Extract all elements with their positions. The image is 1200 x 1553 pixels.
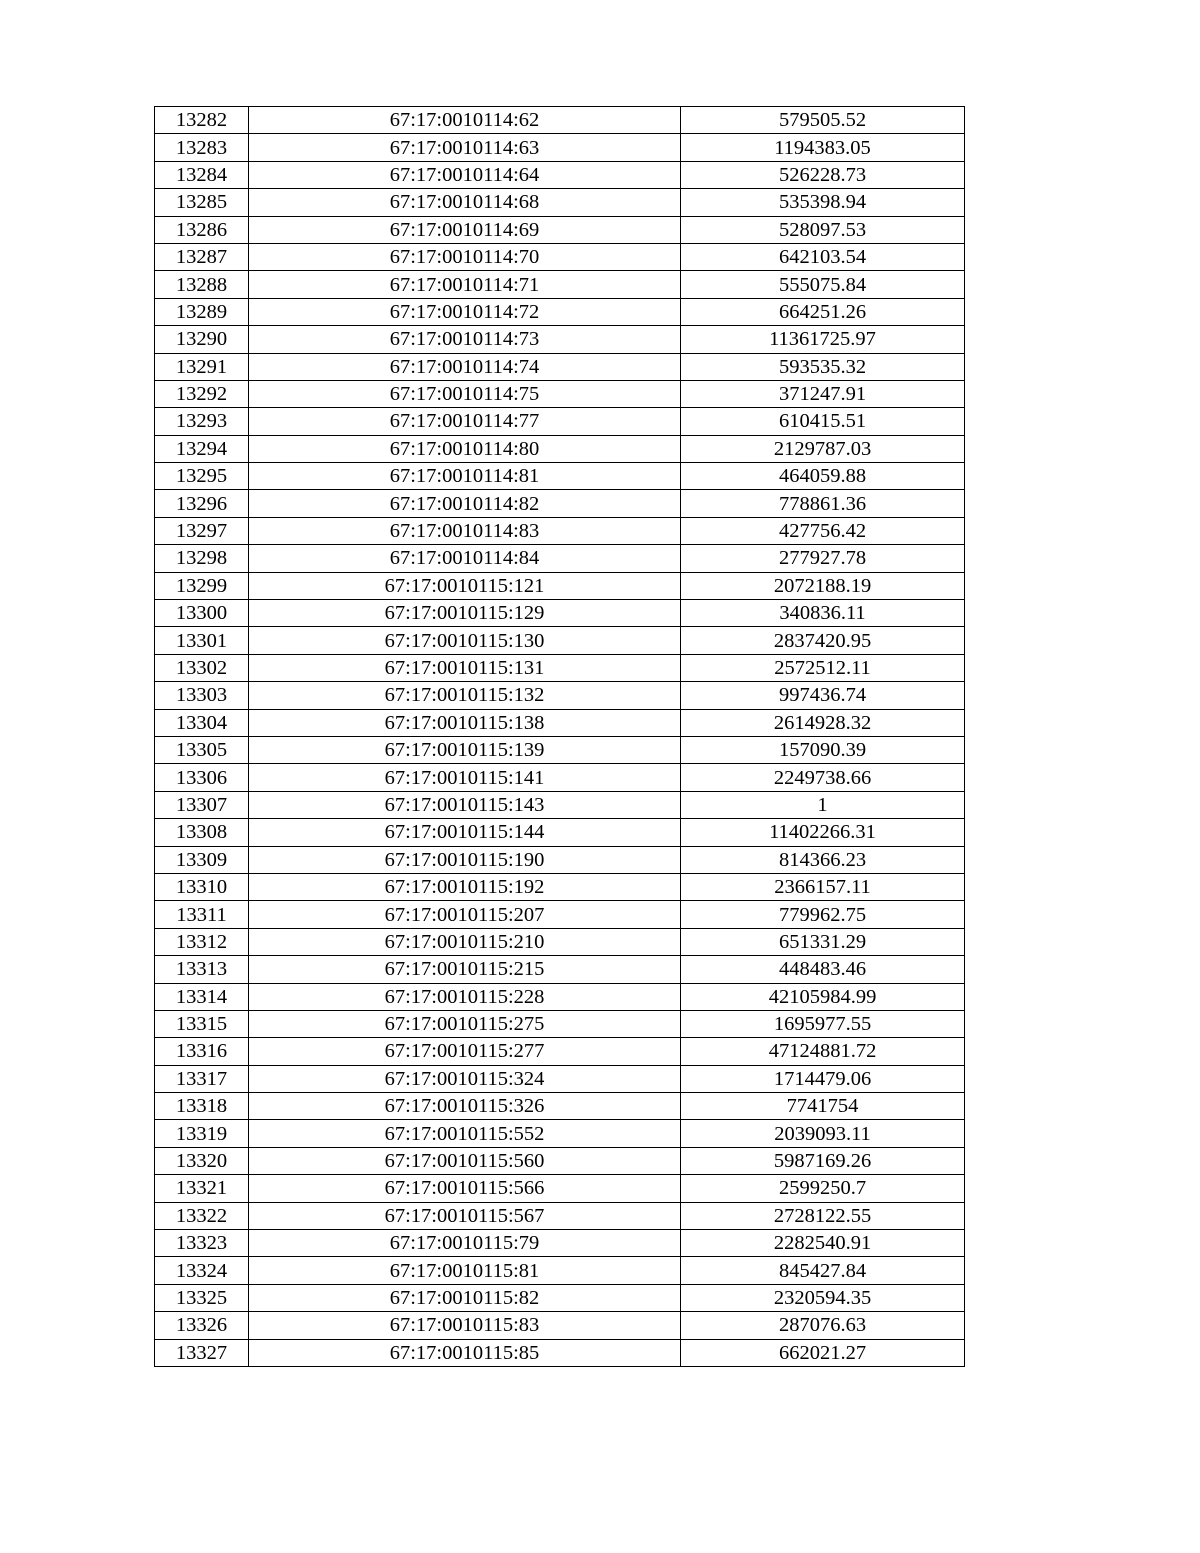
table-row [155,572,965,599]
row-number-cell: 13322 [155,1202,249,1229]
cadastral-number-cell: 67:17:0010115:566 [249,1175,681,1202]
table-row [155,408,965,435]
table-row [155,1038,965,1065]
row-number-cell: 13290 [155,326,249,353]
cadastral-number-cell: 67:17:0010115:130 [249,627,681,654]
cadastral-number-cell: 67:17:0010115:275 [249,1010,681,1037]
row-number-cell: 13307 [155,791,249,818]
table-row [155,1147,965,1174]
table-row [155,1202,965,1229]
row-number-cell: 13292 [155,380,249,407]
cadastral-number-cell: 67:17:0010115:81 [249,1257,681,1284]
row-number-cell: 13286 [155,216,249,243]
cadastral-number-cell: 67:17:0010115:228 [249,983,681,1010]
value-cell: 1695977.55 [681,1010,965,1037]
value-cell: 651331.29 [681,928,965,955]
row-number-cell: 13285 [155,189,249,216]
table-row [155,846,965,873]
value-cell: 11361725.97 [681,326,965,353]
row-number-cell: 13325 [155,1284,249,1311]
value-cell: 371247.91 [681,380,965,407]
table-row [155,736,965,763]
row-number-cell: 13309 [155,846,249,873]
value-cell: 2072188.19 [681,572,965,599]
row-number-cell: 13327 [155,1339,249,1366]
value-cell: 287076.63 [681,1312,965,1339]
cadastral-number-cell: 67:17:0010115:144 [249,819,681,846]
cadastral-number-cell: 67:17:0010115:210 [249,928,681,955]
row-number-cell: 13287 [155,243,249,270]
value-cell: 997436.74 [681,682,965,709]
value-cell: 535398.94 [681,189,965,216]
row-number-cell: 13297 [155,517,249,544]
value-cell: 610415.51 [681,408,965,435]
table-row [155,380,965,407]
value-cell: 448483.46 [681,956,965,983]
value-cell: 7741754 [681,1093,965,1120]
table-row [155,1284,965,1311]
table-row [155,901,965,928]
table-row [155,873,965,900]
value-cell: 2039093.11 [681,1120,965,1147]
value-cell: 340836.11 [681,600,965,627]
cadastral-number-cell: 67:17:0010115:138 [249,709,681,736]
row-number-cell: 13289 [155,298,249,325]
cadastral-number-cell: 67:17:0010114:82 [249,490,681,517]
row-number-cell: 13284 [155,161,249,188]
row-number-cell: 13326 [155,1312,249,1339]
row-number-cell: 13304 [155,709,249,736]
cadastral-number-cell: 67:17:0010115:207 [249,901,681,928]
row-number-cell: 13312 [155,928,249,955]
value-cell: 2728122.55 [681,1202,965,1229]
row-number-cell: 13308 [155,819,249,846]
value-cell: 845427.84 [681,1257,965,1284]
table-row [155,463,965,490]
cadastral-number-cell: 67:17:0010114:63 [249,134,681,161]
table-row [155,956,965,983]
table-row [155,764,965,791]
row-number-cell: 13316 [155,1038,249,1065]
value-cell: 2129787.03 [681,435,965,462]
value-cell: 779962.75 [681,901,965,928]
cadastral-number-cell: 67:17:0010115:143 [249,791,681,818]
value-cell: 642103.54 [681,243,965,270]
value-cell: 2614928.32 [681,709,965,736]
row-number-cell: 13306 [155,764,249,791]
row-number-cell: 13298 [155,545,249,572]
cadastral-number-cell: 67:17:0010114:83 [249,517,681,544]
table-row [155,654,965,681]
row-number-cell: 13302 [155,654,249,681]
table-row [155,1175,965,1202]
table-body [155,107,965,1367]
value-cell: 277927.78 [681,545,965,572]
cadastral-number-cell: 67:17:0010115:192 [249,873,681,900]
row-number-cell: 13288 [155,271,249,298]
value-cell: 1714479.06 [681,1065,965,1092]
table-row [155,1120,965,1147]
table-row [155,134,965,161]
table-row [155,517,965,544]
table-row [155,791,965,818]
table-row [155,1093,965,1120]
value-cell: 427756.42 [681,517,965,544]
value-cell: 579505.52 [681,107,965,134]
row-number-cell: 13323 [155,1230,249,1257]
row-number-cell: 13317 [155,1065,249,1092]
table-row [155,243,965,270]
row-number-cell: 13303 [155,682,249,709]
cadastral-number-cell: 67:17:0010115:141 [249,764,681,791]
table-row [155,216,965,243]
cadastral-number-cell: 67:17:0010115:215 [249,956,681,983]
cadastral-number-cell: 67:17:0010114:71 [249,271,681,298]
table-row [155,107,965,134]
cadastral-number-cell: 67:17:0010114:73 [249,326,681,353]
cadastral-number-cell: 67:17:0010115:121 [249,572,681,599]
cadastral-number-cell: 67:17:0010114:77 [249,408,681,435]
cadastral-number-cell: 67:17:0010115:139 [249,736,681,763]
value-cell: 2366157.11 [681,873,965,900]
value-cell: 2320594.35 [681,1284,965,1311]
cadastral-number-cell: 67:17:0010115:132 [249,682,681,709]
table-row [155,1257,965,1284]
table-row [155,600,965,627]
table-row [155,326,965,353]
row-number-cell: 13315 [155,1010,249,1037]
table-row [155,928,965,955]
value-cell: 555075.84 [681,271,965,298]
row-number-cell: 13311 [155,901,249,928]
value-cell: 526228.73 [681,161,965,188]
value-cell: 47124881.72 [681,1038,965,1065]
row-number-cell: 13310 [155,873,249,900]
value-cell: 42105984.99 [681,983,965,1010]
value-cell: 2249738.66 [681,764,965,791]
cadastral-number-cell: 67:17:0010115:560 [249,1147,681,1174]
value-cell: 2572512.11 [681,654,965,681]
row-number-cell: 13296 [155,490,249,517]
table-row [155,545,965,572]
cadastral-number-cell: 67:17:0010114:64 [249,161,681,188]
cadastral-number-cell: 67:17:0010114:70 [249,243,681,270]
table-row [155,819,965,846]
row-number-cell: 13313 [155,956,249,983]
cadastral-number-cell: 67:17:0010114:69 [249,216,681,243]
table-row [155,1339,965,1366]
value-cell: 593535.32 [681,353,965,380]
table-row [155,298,965,325]
value-cell: 1 [681,791,965,818]
table-row [155,161,965,188]
value-cell: 1194383.05 [681,134,965,161]
table-row [155,983,965,1010]
table-row [155,627,965,654]
row-number-cell: 13305 [155,736,249,763]
row-number-cell: 13282 [155,107,249,134]
table-row [155,709,965,736]
value-cell: 5987169.26 [681,1147,965,1174]
table-row [155,1312,965,1339]
table-row [155,271,965,298]
cadastral-number-cell: 67:17:0010114:80 [249,435,681,462]
table-row [155,435,965,462]
table-row [155,490,965,517]
value-cell: 464059.88 [681,463,965,490]
value-cell: 2837420.95 [681,627,965,654]
table-row [155,353,965,380]
cadastral-number-cell: 67:17:0010115:277 [249,1038,681,1065]
row-number-cell: 13319 [155,1120,249,1147]
value-cell: 2282540.91 [681,1230,965,1257]
row-number-cell: 13318 [155,1093,249,1120]
row-number-cell: 13295 [155,463,249,490]
cadastral-value-table [154,106,965,1367]
row-number-cell: 13314 [155,983,249,1010]
value-cell: 662021.27 [681,1339,965,1366]
cadastral-number-cell: 67:17:0010114:74 [249,353,681,380]
row-number-cell: 13320 [155,1147,249,1174]
cadastral-number-cell: 67:17:0010115:79 [249,1230,681,1257]
row-number-cell: 13324 [155,1257,249,1284]
row-number-cell: 13294 [155,435,249,462]
row-number-cell: 13321 [155,1175,249,1202]
value-cell: 157090.39 [681,736,965,763]
cadastral-number-cell: 67:17:0010115:324 [249,1065,681,1092]
table-row [155,1065,965,1092]
row-number-cell: 13291 [155,353,249,380]
row-number-cell: 13293 [155,408,249,435]
cadastral-number-cell: 67:17:0010115:567 [249,1202,681,1229]
value-cell: 664251.26 [681,298,965,325]
cadastral-number-cell: 67:17:0010114:72 [249,298,681,325]
row-number-cell: 13301 [155,627,249,654]
table-row [155,189,965,216]
value-cell: 778861.36 [681,490,965,517]
cadastral-number-cell: 67:17:0010114:62 [249,107,681,134]
row-number-cell: 13300 [155,600,249,627]
value-cell: 528097.53 [681,216,965,243]
cadastral-number-cell: 67:17:0010114:84 [249,545,681,572]
row-number-cell: 13299 [155,572,249,599]
cadastral-number-cell: 67:17:0010115:85 [249,1339,681,1366]
value-cell: 814366.23 [681,846,965,873]
cadastral-number-cell: 67:17:0010115:326 [249,1093,681,1120]
cadastral-number-cell: 67:17:0010114:75 [249,380,681,407]
cadastral-number-cell: 67:17:0010114:68 [249,189,681,216]
cadastral-number-cell: 67:17:0010115:129 [249,600,681,627]
cadastral-number-cell: 67:17:0010114:81 [249,463,681,490]
cadastral-number-cell: 67:17:0010115:131 [249,654,681,681]
cadastral-number-cell: 67:17:0010115:82 [249,1284,681,1311]
cadastral-number-cell: 67:17:0010115:83 [249,1312,681,1339]
table-row [155,682,965,709]
cadastral-number-cell: 67:17:0010115:552 [249,1120,681,1147]
table-row [155,1230,965,1257]
value-cell: 2599250.7 [681,1175,965,1202]
value-cell: 11402266.31 [681,819,965,846]
cadastral-number-cell: 67:17:0010115:190 [249,846,681,873]
row-number-cell: 13283 [155,134,249,161]
table-row [155,1010,965,1037]
